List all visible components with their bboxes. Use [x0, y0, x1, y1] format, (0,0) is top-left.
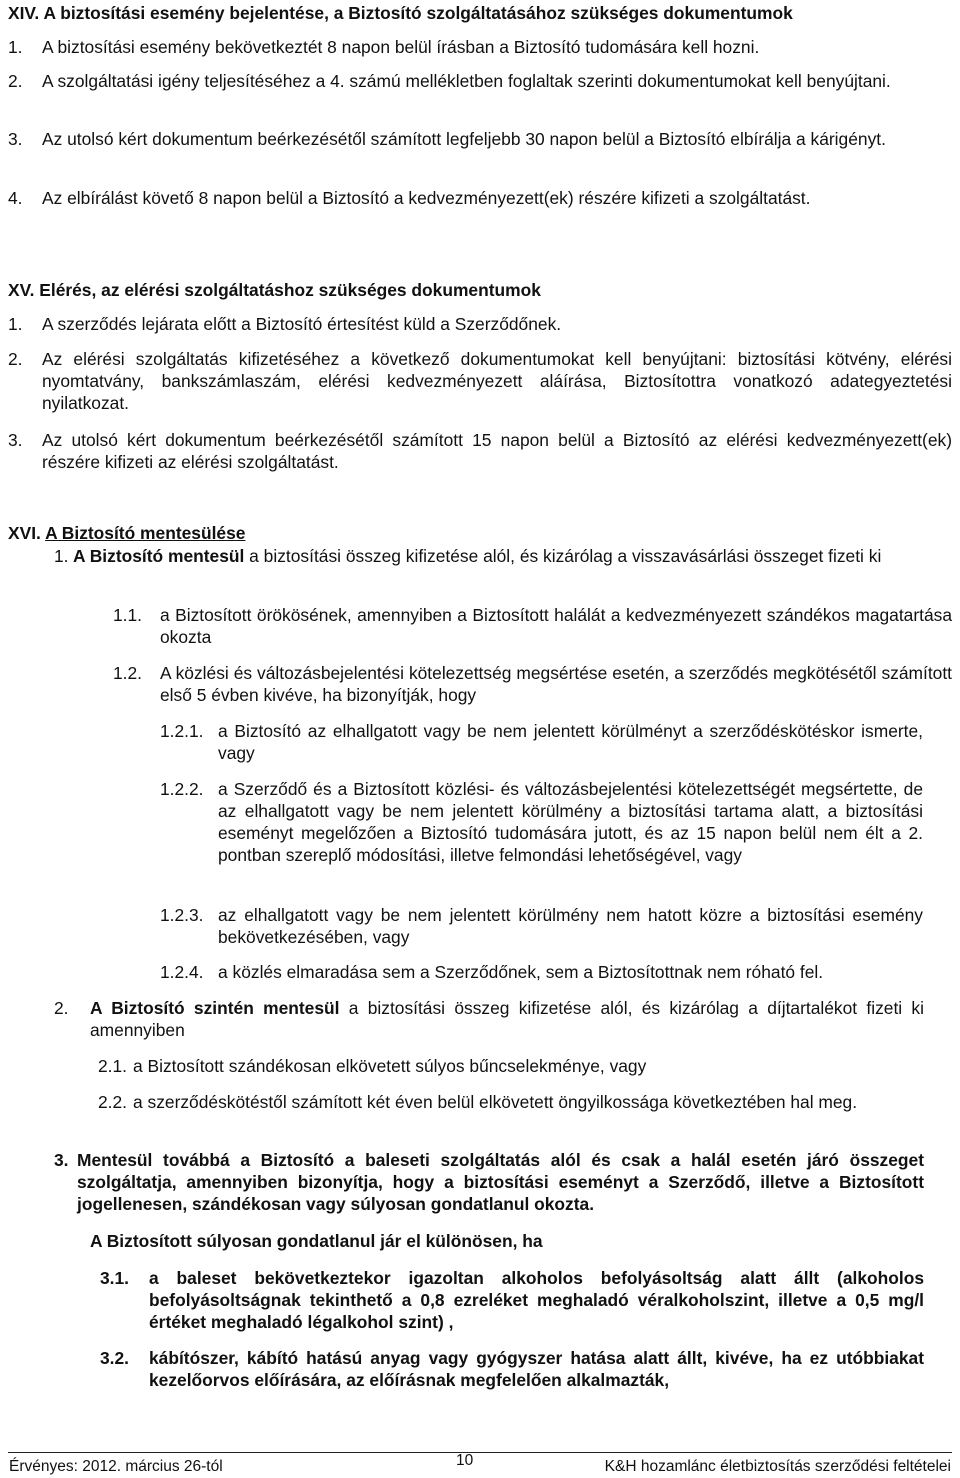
- s15-item-3: [8, 429, 952, 473]
- s16-item-1-2-1: [160, 720, 923, 764]
- footer-valid-from: Érvényes: 2012. március 26-tól: [9, 1458, 223, 1475]
- s16-item-2-2: [98, 1091, 923, 1113]
- section-15-title: XV. Elérés, az elérési szolgáltatáshoz szükséges dokumentumok: [8, 280, 541, 300]
- item-text: a szerződéskötéstől számított két éven belül elkövetett öngyilkossága következtében hal meg.: [133, 1092, 858, 1112]
- item-text: a Biztosított örökösének, amennyiben a Biztosított halálát a kedvezményezett szándékos magatartása okozta: [160, 605, 952, 647]
- s14-item-1: [8, 36, 952, 58]
- item-number: 3.: [8, 129, 23, 149]
- item-number: 1.2.3.: [160, 905, 204, 925]
- s16-item-1-2-3: [160, 904, 923, 948]
- s14-item-3: [8, 128, 952, 150]
- item-text: A közlési és változásbejelentési kötelezettség megsértése esetén, a szerződés megkötésétől számított első 5 évben kivéve, ha bizonyítják, hogy: [160, 663, 952, 705]
- item-number: 1.2.1.: [160, 721, 204, 741]
- s16-item-2: [54, 997, 924, 1041]
- item-rest: a biztosítási összeg kifizetése alól, és kizárólag a díjtartalékot fizeti ki amennyiben: [90, 998, 924, 1040]
- item-text: a Szerződő és a Biztosított közlési- és változásbejelentési kötelezettségét megsértette, de az elhallgatott vagy be nem jelentett körülmény a biztosítási tartama alatt, a biztosítási eseményt megelőzően a Biztosító tudomására jutott, és az 15 napon belül nem élt a 2. pontban szereplő módosítási, illetve felmondási lehetőségével, vagy: [218, 779, 923, 865]
- item-number: 2.2.: [98, 1092, 128, 1112]
- item-text: A szerződés lejárata előtt a Biztosító értesítést küld a Szerződőnek.: [42, 314, 562, 334]
- item-text: az elhallgatott vagy be nem jelentett körülmény nem hatott közre a biztosítási esemény bekövetkezésében, vagy: [218, 905, 923, 947]
- item-number: 2.1.: [98, 1056, 128, 1076]
- item-number: 3.: [54, 1150, 69, 1170]
- item-text: A szolgáltatási igény teljesítéséhez a 4. számú mellékletben foglaltak szerinti dokumentumokat kell benyújtani.: [42, 71, 891, 91]
- s15-item-2: [8, 348, 952, 414]
- item-number: 3.: [8, 430, 23, 450]
- s16-item-1-2-4: [160, 961, 923, 983]
- item-number: 2.: [54, 998, 69, 1018]
- item-text: Az utolsó kért dokumentum beérkezésétől számított legfeljebb 30 napon belül a Biztosító elbírálja a kárigényt.: [42, 129, 886, 149]
- section-16-title: [8, 522, 908, 544]
- item-text: a Biztosított szándékosan elkövetett súlyos bűncselekménye, vagy: [133, 1056, 647, 1076]
- item-text: a Biztosító az elhallgatott vagy be nem jelentett körülményt a szerződéskötéskor ismerte, vagy: [218, 721, 923, 763]
- s16-item-1: [54, 545, 952, 567]
- item-number: 1.: [8, 314, 23, 334]
- item-number: 3.1.: [100, 1268, 130, 1288]
- s15-item-1: [8, 313, 952, 335]
- s16-item-3-1: [100, 1267, 924, 1333]
- item-text: [90, 997, 924, 1041]
- item-number: 4.: [8, 188, 23, 208]
- item-text: a baleset bekövetkeztekor igazoltan alkoholos befolyásoltság alatt állt (alkoholos befolyásoltságnak tekinthető a 0,8 ezreléket meghaladó véralkoholszint, illetve a 0,5 mg/l értéket meghaladó légalkohol szint) ,: [149, 1268, 924, 1332]
- item-number: 1.2.2.: [160, 779, 204, 799]
- item-number: 3.2.: [100, 1348, 130, 1368]
- s16-item-1-1: [113, 604, 952, 648]
- s16-item-3: [54, 1149, 924, 1215]
- item-number: 2.: [8, 71, 23, 91]
- item-text: Az utolsó kért dokumentum beérkezésétől számított 15 napon belül a Biztosító az elérési kedvezményezett(ek) részére kifizeti az elérési szolgáltatást.: [42, 430, 952, 472]
- item-number: 1.2.: [113, 663, 143, 683]
- item-text: kábítószer, kábító hatású anyag vagy gyógyszer hatása alatt állt, kivéve, ha ez utóbbiakat kezelőorvos előírására, az előírásnak megfelelően alkalmazták,: [149, 1348, 924, 1390]
- item-number: 1.: [54, 546, 69, 566]
- section-number: XVI.: [8, 523, 41, 543]
- item-text: Az elbírálást követő 8 napon belül a Biztosító a kedvezményezett(ek) részére kifizeti a szolgáltatást.: [42, 188, 811, 208]
- item-bold-lead: A Biztosító szintén mentesül: [90, 998, 340, 1018]
- s14-item-2: [8, 70, 952, 92]
- s16-item-1-2: [113, 662, 952, 706]
- item-number: 2.: [8, 349, 23, 369]
- item-rest: a biztosítási összeg kifizetése alól, és kizárólag a visszavásárlási összeget fizeti ki: [244, 546, 882, 566]
- s16-item-1-2-2: [160, 778, 923, 866]
- item-text: a közlés elmaradása sem a Szerződőnek, sem a Biztosítottnak nem róható fel.: [218, 962, 824, 982]
- footer-divider: [8, 1452, 952, 1453]
- section-title-text: A Biztosító mentesülése: [45, 523, 246, 543]
- item-bold-lead: A Biztosító mentesül: [73, 546, 245, 566]
- s16-item-3-2: [100, 1347, 924, 1391]
- s16-item-3-intro: A Biztosított súlyosan gondatlanul jár el különösen, ha: [90, 1231, 543, 1251]
- footer-document-title: K&H hozamlánc életbiztosítás szerződési feltételei: [604, 1458, 951, 1475]
- s14-item-4: [8, 187, 952, 209]
- item-number: 1.2.4.: [160, 962, 204, 982]
- section-14-title: XIV. A biztosítási esemény bejelentése, a Biztosító szolgáltatásához szükséges dokumentumok: [8, 3, 793, 23]
- item-text: Mentesül továbbá a Biztosító a baleseti szolgáltatás alól és csak a halál esetén járó összeget szolgáltatja, amennyiben bizonyítja, hogy a biztosítási eseményt a Szerződő, illetve a Biztosított jogellenesen, szándékosan vagy súlyosan gondatlanul okozta.: [77, 1150, 924, 1214]
- item-text: A biztosítási esemény bekövetkeztét 8 napon belül írásban a Biztosító tudomására kell hozni.: [42, 37, 760, 57]
- item-number: 1.1.: [113, 605, 143, 625]
- item-text: Az elérési szolgáltatás kifizetéséhez a következő dokumentumokat kell benyújtani: biztosítási kötvény, elérési nyomtatvány, bankszámlaszám, elérési kedvezményezett aláírása, Biztosítottra vonatkozó adategyeztetési nyilatkozat.: [42, 349, 952, 413]
- footer-page-number: 10: [456, 1452, 474, 1469]
- item-number: 1.: [8, 37, 23, 57]
- s16-item-2-1: [98, 1055, 923, 1077]
- item-text: [73, 545, 952, 567]
